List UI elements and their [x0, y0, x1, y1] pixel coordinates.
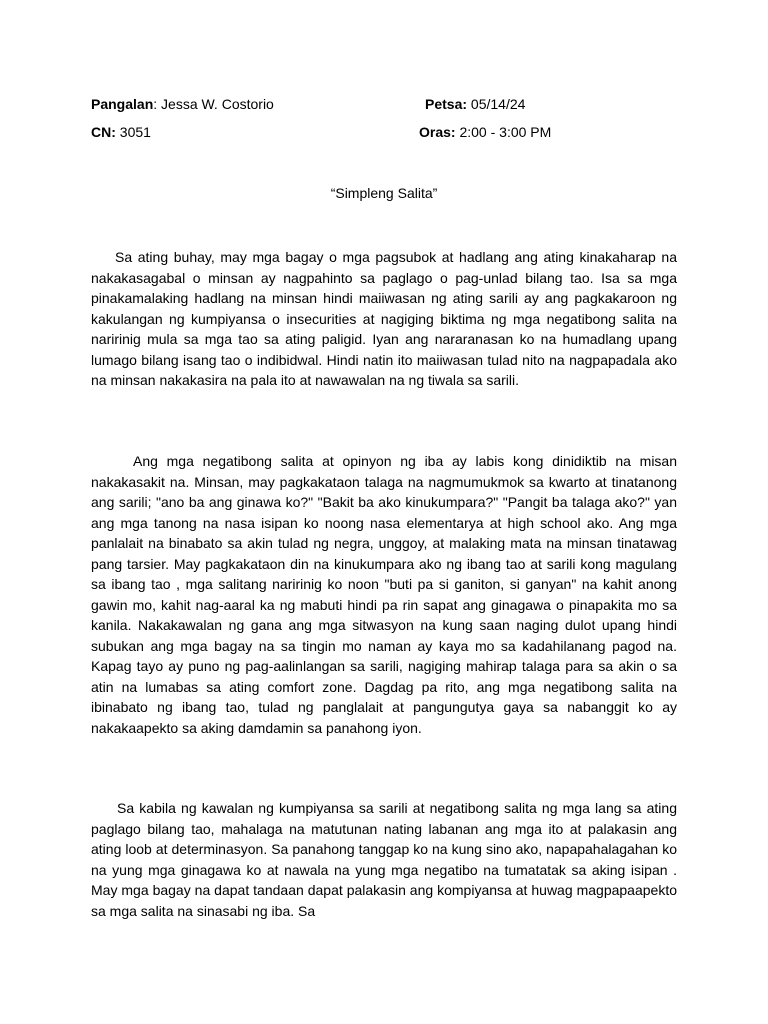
cn-label: CN:: [91, 124, 116, 140]
time-field: [419, 123, 551, 141]
paragraph-3: Sa kabila ng kawalan ng kumpiyansa sa sarili at negatibong salita ng mga lang sa ating paglago bilang tao, mahalaga na matutunan nating labanan ang mga ito at palakasin ang ating loob at determinasyon. Sa panahong tanggap ko na kung sino ako, napapahalagahan ko na yung mga ginagawa ko at nawala na yung mga negatibo na tumatatak sa aking isipan . May mga bagay na dapat tandaan dapat palakasin ang kompiyansa at huwag magpapaapekto sa mga salita na sinasabi ng iba. Sa: [91, 800, 677, 919]
cn-value: 3051: [115, 124, 151, 140]
essay-title: “Simpleng Salita”: [330, 185, 438, 201]
time-label: Oras:: [419, 124, 456, 140]
name-value: : Jessa W. Costorio: [153, 96, 274, 112]
date-field: [425, 95, 525, 113]
date-label: Petsa:: [425, 96, 468, 112]
time-value: 2:00 - 3:00 PM: [455, 124, 552, 140]
paragraph-2: Ang mga negatibong salita at opinyon ng iba ay labis kong dinidiktib na misan nakakasakit na. Minsan, may pagkakataon talaga na nagmumukmok sa kwarto at tinatanong ang sarili; "ano ba ang ginawa ko?" "Bakit ba ako kinukumpara?" "Pangit ba talaga ako?" yan ang mga tanong na nasa isipan ko noong nasa elementarya at high school ako. Ang mga panlalait na binabato sa akin tulad ng negra, unggoy, at malaking mata na minsan tinatawag pang tarsier. May pagkakataon din na kinukumpara ako ng ibang tao at sarili kong magulang sa ibang tao , mga salitang naririnig ko noon "buti pa si ganiton, si ganyan" na kahit anong gawin mo, kahit nag-aaral ka ng mabuti hindi pa rin sapat ang ginagawa o pinapakita mo sa kanila. Nakakawalan ng gana ang mga sitwasyon na kung saan naging dulot upang hindi subukan ang mga bagay na sa tingin mo naman ay kaya mo sa kadahilanang pagod na. Kapag tayo ay puno ng pag-aalinlangan sa sarili, nagiging mahirap talaga para sa akin o sa atin na lumabas sa ating comfort zone. Dagdag pa rito, ang mga negatibong salita na ibinabato ng ibang tao, tulad ng panglalait at pangungutya gaya sa nabanggit ko ay nakakaapekto sa aking damdamin sa panahong iyon.: [91, 453, 677, 736]
name-label: Pangalan: [91, 96, 154, 112]
date-value: 05/14/24: [467, 96, 526, 112]
name-field: [91, 95, 274, 113]
cn-field: [91, 123, 151, 141]
paragraph-1: Sa ating buhay, may mga bagay o mga pagsubok at hadlang ang ating kinakaharap na nakakasagabal o minsan ay nagpahinto sa paglago o pag-unlad bilang tao. Isa sa mga pinakamalaking hadlang na minsan hindi maiiwasan ng ating sarili ay ang pagkakaroon ng kakulangan ng kumpiyansa o insecurities at nagiging biktima ng mga negatibong salita na naririnig mula sa mga tao sa ating paligid. Iyan ang nararanasan ko na humadlang upang lumago bilang isang tao o indibidwal. Hindi natin ito maiiwasan tulad nito na nagpapadala ako na minsan nakakasira na pala ito at nawawalan na ng tiwala sa sarili.: [91, 249, 677, 388]
